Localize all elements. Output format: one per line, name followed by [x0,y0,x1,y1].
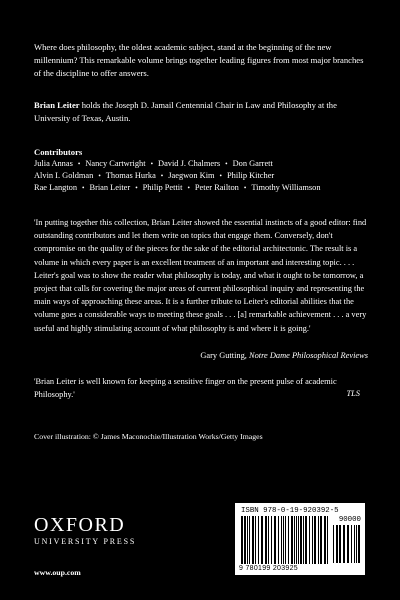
barcode-bar [351,525,352,563]
publisher-subtitle: UNIVERSITY PRESS [34,537,137,546]
barcode-bar [288,516,289,564]
barcode-bar [343,525,345,563]
barcode-bar [312,516,313,564]
barcode-bar [354,525,355,563]
barcode-bar [336,525,338,563]
barcode-bar [333,525,334,563]
contributor-name: Peter Railton [194,183,239,192]
barcode-bar [296,516,297,564]
barcode-addon-bars [333,525,361,563]
contributor-name: Timothy Williamson [251,183,321,192]
contributor-name: Jaegwon Kim [168,171,215,180]
isbn-number: ISBN 978-0-19-920392-5 [241,507,339,515]
contributor-name: Philip Pettit [142,183,183,192]
barcode-bar [252,516,254,564]
review-source-2: TLS [346,389,360,398]
separator-dot: • [150,160,154,168]
barcode-bar [305,516,307,564]
contributor-name: Rae Langton [34,183,78,192]
review-source-1: Notre Dame Philosophical Reviews [248,351,368,360]
publisher-website: www.oup.com [34,568,81,577]
barcode-bar [249,516,250,564]
separator-dot: • [77,160,81,168]
barcode-bar [298,516,299,564]
barcode-bar [339,525,341,563]
separator-dot: • [98,172,101,180]
barcode-bar [258,516,259,564]
contributors-row [34,170,274,182]
contributor-name: Philip Kitcher [227,171,275,180]
barcode-bar [244,516,246,564]
barcode-bar [261,516,263,564]
review-attribution-1 [200,350,368,362]
publisher-logo: OXFORD [34,514,126,536]
contributor-name: Alvin I. Goldman [34,171,94,180]
contributor-name: Don Garrett [232,159,273,168]
barcode-bar [309,516,310,564]
book-blurb: Where does philosophy, the oldest academic subject, stand at the beginning of the new millennium? This remarkable volume brings together leading figures from most major branches of the discipline to offer answers. [34,42,364,78]
barcode-bar [255,516,256,564]
barcode-bar [324,516,326,564]
barcode-bar [241,516,243,564]
contributors-row [34,158,273,170]
price-code: 90000 [338,516,361,524]
barcode-bar [281,516,282,564]
contributors-heading: Contributors [34,147,83,157]
separator-dot: • [135,184,138,192]
barcode-bars [241,516,331,564]
review-quote-2: 'Brian Leiter is well known for keeping a sensitive finger on the present pulse of academic Philosophy.' [34,377,337,400]
barcode-bar [294,516,295,564]
barcode-bar [274,516,276,564]
editor-name: Brian Leiter [34,100,80,110]
barcode-number: 9 780199 203925 [239,565,298,572]
editor-bio [34,99,366,125]
barcode-bar [247,516,248,564]
editor-bio-text: holds the Joseph D. Jamail Centennial Chair in Law and Philosophy at the University of Texas, Austin. [34,100,337,123]
barcode-bar [271,516,272,564]
barcode-bar [300,516,302,564]
barcode-bar [318,516,319,564]
barcode-bar [327,516,328,564]
separator-dot: • [225,160,228,168]
barcode-bar [303,516,304,564]
barcode-bar [283,516,284,564]
contributor-name: Thomas Hurka [105,171,156,180]
contributor-name: Julia Annas [34,159,73,168]
contributors-row [34,182,321,194]
barcode-bar [265,516,267,564]
cover-credit: Cover illustration: © James Maconochie/Illustration Works/Getty Images [34,432,263,441]
separator-dot: • [160,172,164,180]
separator-dot: • [82,184,85,192]
barcode-bar [268,516,269,564]
barcode-bar [320,516,322,564]
barcode-bar [291,516,293,564]
separator-dot: • [219,172,222,180]
barcode-bar [285,516,286,564]
reviewer-name: Gary Gutting, [200,351,247,360]
contributor-name: David J. Chalmers [158,159,221,168]
review-quote-1: 'In putting together this collection, Brian Leiter showed the essential instincts of a good editor: find outstanding contributors and let them write on topics that engage them. Conversely, don't compromise on the quality of the pieces for the sake of the editorial architectonic. The result is a volume in which every paper is an excellent treatment of an important and interesting topic. . . . Leiter's goal was to show the reader what philosophy is today, and what it ought to be tomorrow, a project that calls for covering the major areas of current philosophical inquiry and representing the main ways of approaching these areas. It is a further tribute to Leiter's editorial abilities that the volume goes a considerable ways to meeting these goals . . . [a] remarkable achievement . . . a very useful and highly stimulating account of what philosophy is and where it is going.' [34,218,367,333]
separator-dot: • [187,184,190,192]
barcode-bar [356,525,357,563]
contributor-name: Nancy Cartwright [85,159,146,168]
barcode-bar [314,516,316,564]
separator-dot: • [243,184,247,192]
barcode-bar [358,525,360,563]
barcode-bar [347,525,349,563]
barcode-bar [278,516,279,564]
contributor-name: Brian Leiter [89,183,131,192]
isbn-barcode [235,503,365,575]
